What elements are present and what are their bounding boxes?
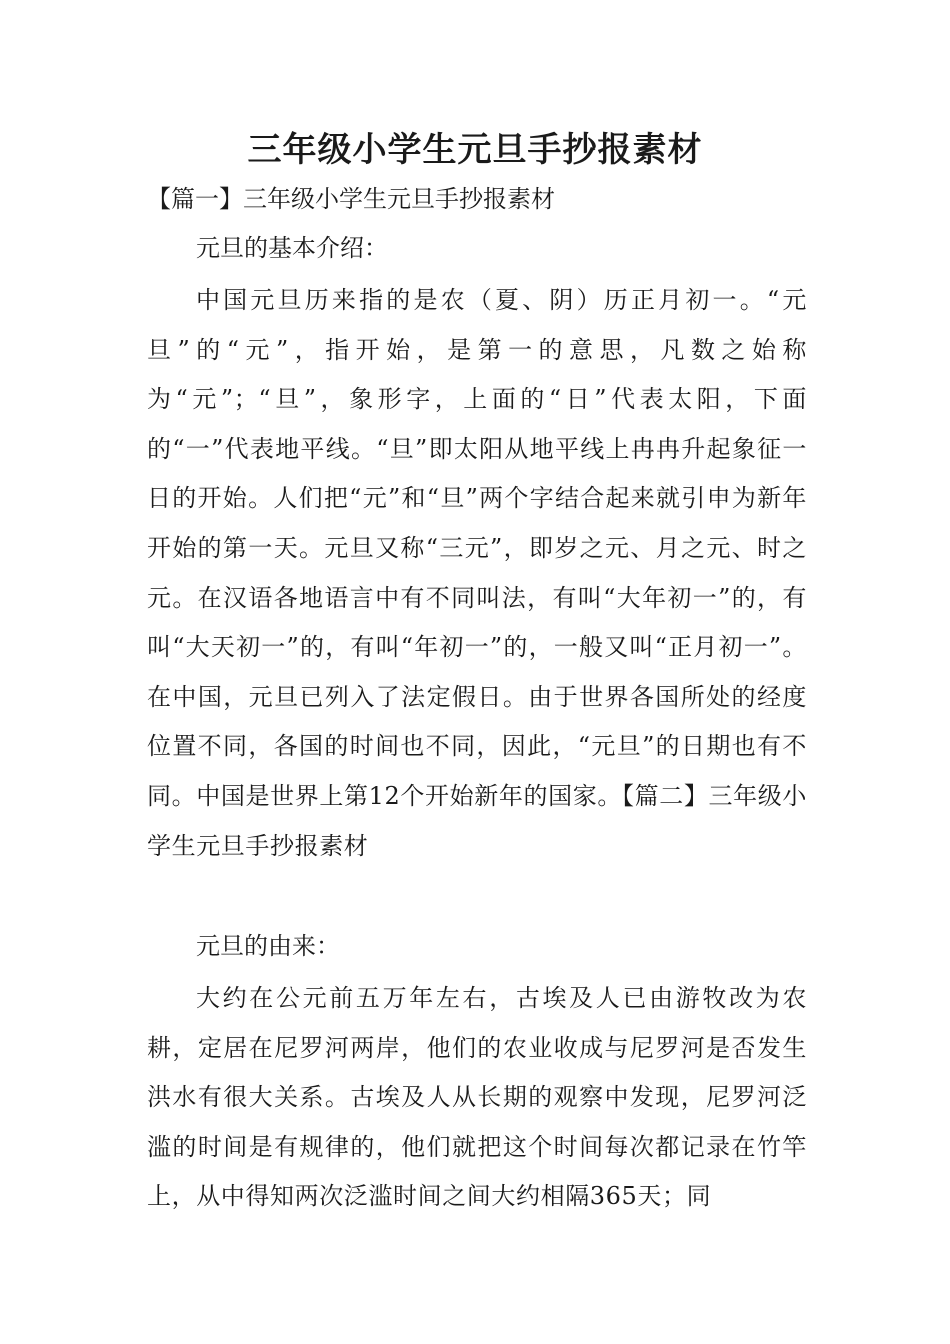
section-paragraph-origin: 大约在公元前五万年左右，古埃及人已由游牧改为农耕，定居在尼罗河两岸，他们的农业收成与尼罗河是否发生洪水有很大关系。古埃及人从长期的观察中发现，尼罗河泛滥的时间是有规律的，他们就把这个时间每次都记录在竹竿上，从中得知两次泛滥时间之间大约相隔365天；同 (147, 984, 807, 1211)
section-heading-introduction: 元旦的基本介绍： (196, 234, 388, 262)
document-title: 三年级小学生元旦手抄报素材 (247, 130, 703, 170)
document-subtitle: 【篇一】三年级小学生元旦手抄报素材 (147, 185, 555, 213)
section-paragraph-introduction: 中国元旦历来指的是农（夏、阴）历正月初一。“元旦”的“元”，指开始，是第一的意思，凡数之始称为“元”；“旦”，象形字，上面的“日”代表太阳，下面的“一”代表地平线。“旦”即太阳从地平线上冉冉升起象征一日的开始。人们把“元”和“旦”两个字结合起来就引申为新年开始的第一天。元旦又称“三元”，即岁之元、月之元、时之元。在汉语各地语言中有不同叫法，有叫“大年初一”的，有叫“大天初一”的，有叫“年初一”的，一般又叫“正月初一”。在中国，元旦已列入了法定假日。由于世界各国所处的经度位置不同，各国的时间也不同，因此，“元旦”的日期也有不同。中国是世界上第12个开始新年的国家。【篇二】三年级小学生元旦手抄报素材 (147, 286, 807, 860)
section-heading-origin: 元旦的由来： (196, 932, 340, 960)
